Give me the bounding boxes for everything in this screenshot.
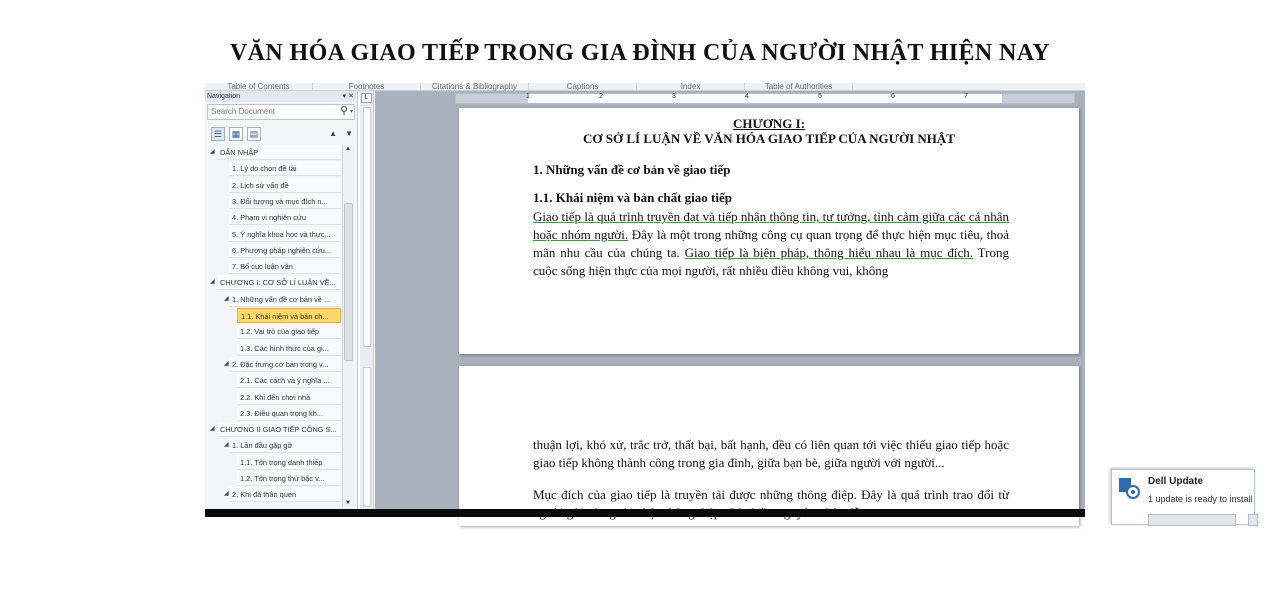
slide-title: VĂN HÓA GIAO TIẾP TRONG GIA ĐÌNH CỦA NGƯỜI NHẬT HIỆN NAY bbox=[229, 40, 1051, 66]
nav-heading-label: 1. Lần đầu gặp gỡ bbox=[229, 438, 341, 453]
nav-heading-item[interactable] bbox=[207, 259, 341, 274]
nav-heading-item[interactable] bbox=[207, 455, 341, 470]
nav-heading-label: 2. Khi đã thân quen bbox=[229, 487, 341, 502]
ruler-number: 6 bbox=[891, 93, 895, 100]
nav-heading-item[interactable] bbox=[207, 357, 341, 372]
ruler-number: 2 bbox=[599, 93, 603, 100]
ribbon-group-toc[interactable]: Table of Contents bbox=[205, 83, 313, 90]
ruler-margin-left bbox=[456, 94, 528, 103]
sentence-reality: Trong cuộc sống hiện thực của mọi người, rất nhiều điều không vui, không bbox=[533, 245, 1009, 278]
vertical-ruler-track-lower bbox=[363, 367, 371, 507]
nav-heading-item[interactable] bbox=[207, 210, 341, 225]
navigation-heading-tree bbox=[207, 145, 341, 511]
navigation-arrows bbox=[329, 129, 353, 138]
tab-selector[interactable]: L bbox=[361, 93, 372, 103]
nav-heading-label: 2. Đặc trưng cơ bản trong v... bbox=[229, 357, 341, 372]
tab-headings-icon[interactable]: ☰ bbox=[211, 127, 225, 141]
nav-heading-label: 7. Bố cục luận văn bbox=[229, 259, 341, 274]
document-page-1[interactable] bbox=[459, 108, 1079, 354]
nav-heading-item[interactable] bbox=[207, 243, 341, 258]
nav-heading-label: DẪN NHẬP bbox=[217, 145, 341, 160]
expand-triangle-icon[interactable]: ◢ bbox=[210, 279, 215, 286]
scroll-up-icon[interactable]: ▲ bbox=[345, 146, 351, 152]
nav-heading-label: 1.2. Vai trò của giao tiếp bbox=[237, 324, 341, 339]
vertical-ruler bbox=[360, 91, 374, 509]
nav-heading-label: 2.2. Khi đến chơi nhà bbox=[237, 390, 341, 405]
sentence-purpose: Giao tiếp là biện pháp, thông hiểu nhau là mục đích. bbox=[684, 245, 974, 260]
nav-heading-item[interactable] bbox=[207, 324, 341, 339]
nav-heading-label: 5. Ý nghĩa khoa học và thực... bbox=[229, 227, 341, 242]
expand-triangle-icon[interactable]: ◢ bbox=[224, 295, 229, 302]
tab-results-icon[interactable]: ▤ bbox=[247, 127, 261, 141]
ruler-number: 5 bbox=[818, 93, 822, 100]
navigation-search-input[interactable] bbox=[207, 104, 355, 120]
nav-heading-item[interactable] bbox=[207, 292, 341, 307]
navigation-scrollbar[interactable] bbox=[342, 145, 354, 507]
chapter-label: CHƯƠNG I: bbox=[732, 116, 806, 131]
vertical-ruler-track bbox=[363, 107, 371, 347]
nav-heading-item[interactable] bbox=[207, 422, 341, 437]
ribbon-group-citations[interactable]: Citations & Bibliography bbox=[421, 83, 529, 90]
nav-heading-label: 1.1. Khái niệm và bản ch... bbox=[237, 308, 341, 323]
dell-update-icon bbox=[1118, 476, 1140, 500]
ruler-margin-right bbox=[1002, 94, 1074, 103]
ribbon-strip bbox=[205, 83, 1085, 91]
navigation-header bbox=[205, 91, 357, 102]
nav-heading-item[interactable] bbox=[207, 390, 341, 405]
nav-heading-label: 6. Phương pháp nghiên cứu... bbox=[229, 243, 341, 258]
navigation-close-controls[interactable]: ▾ ✕ bbox=[342, 93, 354, 100]
expand-triangle-icon[interactable]: ◢ bbox=[224, 491, 229, 498]
navigation-tabs bbox=[211, 127, 261, 141]
taskbar-edge bbox=[205, 509, 1085, 517]
toast-title: Dell Update bbox=[1148, 476, 1204, 487]
nav-heading-label: 4. Phạm vi nghiên cứu bbox=[229, 210, 341, 225]
nav-heading-item[interactable] bbox=[207, 308, 341, 323]
document-page-2[interactable] bbox=[459, 366, 1079, 526]
expand-triangle-icon[interactable]: ◢ bbox=[210, 149, 215, 155]
ribbon-group-footnotes[interactable]: Footnotes bbox=[313, 83, 421, 90]
expand-triangle-icon[interactable]: ◢ bbox=[210, 426, 215, 433]
nav-heading-label: 2.1. Các cách và ý nghĩa ... bbox=[237, 373, 341, 388]
horizontal-ruler[interactable] bbox=[455, 93, 1075, 104]
navigation-pane bbox=[205, 91, 358, 509]
search-icon[interactable]: ⚲ bbox=[339, 105, 348, 117]
scrollbar-thumb[interactable] bbox=[344, 203, 353, 361]
nav-heading-label: 1.3. Các hình thức của gi... bbox=[237, 341, 341, 356]
sentence-definition: Giao tiếp là quá trình truyền đạt và tiếp nhận thông tin, tư tưởng, tình cảm giữa các cá nhân hoặc nhóm người. bbox=[533, 209, 1009, 242]
ribbon-group-index[interactable]: Index bbox=[637, 83, 745, 90]
sentence-tool: Đây là một trong những công cụ quan trọng để thực hiện mục tiêu, thoả mãn nhu cầu của chúng ta. bbox=[533, 227, 1009, 260]
nav-heading-label: 3. Đối tượng và mục đích n... bbox=[229, 194, 341, 209]
nav-heading-item[interactable] bbox=[207, 373, 341, 388]
ruler-number: 7 bbox=[964, 93, 968, 100]
nav-heading-item[interactable] bbox=[207, 145, 341, 160]
ruler-number: 4 bbox=[745, 93, 749, 100]
next-heading-icon[interactable]: ▼ bbox=[345, 129, 353, 138]
toast-message: 1 update is ready to install bbox=[1148, 494, 1253, 504]
nav-heading-label: 1.1. Tôn trọng danh thiếp bbox=[237, 455, 341, 470]
heading-1: 1. Những vấn đề cơ bản về giao tiếp bbox=[533, 162, 731, 177]
nav-heading-label: 1. Những vấn đề cơ bản về ... bbox=[229, 292, 341, 307]
chevron-down-icon[interactable]: ▾ bbox=[349, 109, 353, 115]
nav-heading-item[interactable] bbox=[207, 178, 341, 193]
nav-heading-item[interactable] bbox=[207, 438, 341, 453]
previous-heading-icon[interactable]: ▲ bbox=[329, 129, 338, 138]
search-placeholder: Search Document bbox=[211, 107, 276, 116]
nav-heading-item[interactable] bbox=[207, 194, 341, 209]
nav-heading-item[interactable] bbox=[207, 161, 341, 176]
body-paragraph-continued[interactable]: thuận lợi, khó xử, trắc trở, thất bại, bất hạnh, đều có liên quan tới việc thiếu giao tiếp hoặc giao tiếp không thành công trong gia đình, giữa bạn bè, giữa người với người... bbox=[533, 437, 1009, 470]
dell-update-notification[interactable] bbox=[1111, 469, 1255, 525]
toast-install-button[interactable] bbox=[1148, 514, 1236, 526]
ruler-number: 3 bbox=[672, 93, 676, 100]
body-paragraph-purpose[interactable]: Mục đích của giao tiếp là truyền tải được những thông điệp. Đây là quá trình trao đổi từ bbox=[533, 487, 1009, 502]
ruler-number: 1 bbox=[526, 93, 530, 100]
nav-heading-item[interactable] bbox=[207, 471, 341, 486]
navigation-title: Navigation bbox=[207, 93, 241, 100]
nav-heading-label: CHƯƠNG II GIAO TIẾP CÔNG S... bbox=[217, 422, 341, 437]
expand-triangle-icon[interactable]: ◢ bbox=[224, 442, 229, 449]
nav-heading-label: 2.3. Điều quan trọng kh... bbox=[237, 406, 341, 421]
nav-heading-item[interactable] bbox=[207, 406, 341, 421]
nav-heading-label: 1.2. Tôn trọng thứ bậc v... bbox=[237, 471, 341, 486]
document-area[interactable] bbox=[375, 91, 1253, 509]
nav-heading-label: CHƯƠNG I: CƠ SỞ LÍ LUẬN VỀ... bbox=[217, 275, 341, 290]
body-paragraph[interactable] bbox=[533, 208, 1009, 280]
nav-heading-item[interactable] bbox=[207, 341, 341, 356]
ribbon-group-authorities[interactable]: Table of Authorities bbox=[745, 83, 853, 90]
chapter-title: CƠ SỞ LÍ LUẬN VỀ VĂN HÓA GIAO TIẾP CỦA NGƯỜI NHẬT bbox=[583, 131, 955, 146]
scroll-down-icon[interactable]: ▼ bbox=[345, 500, 351, 506]
nav-heading-label: 1. Lý do chọn đề tài bbox=[229, 161, 341, 176]
nav-heading-label: 2. Lịch sử vấn đề bbox=[229, 178, 341, 193]
heading-1-1: 1.1. Khái niệm và bản chất giao tiếp bbox=[533, 190, 732, 205]
nav-heading-item[interactable] bbox=[207, 275, 341, 290]
nav-heading-item[interactable] bbox=[207, 487, 341, 502]
toast-secondary-button[interactable] bbox=[1248, 514, 1258, 526]
tab-pages-icon[interactable]: ▦ bbox=[229, 127, 243, 141]
nav-heading-item[interactable] bbox=[207, 227, 341, 242]
word-window-screenshot bbox=[205, 82, 1253, 517]
expand-triangle-icon[interactable]: ◢ bbox=[224, 360, 229, 367]
ribbon-group-captions[interactable]: Captions bbox=[529, 83, 637, 90]
